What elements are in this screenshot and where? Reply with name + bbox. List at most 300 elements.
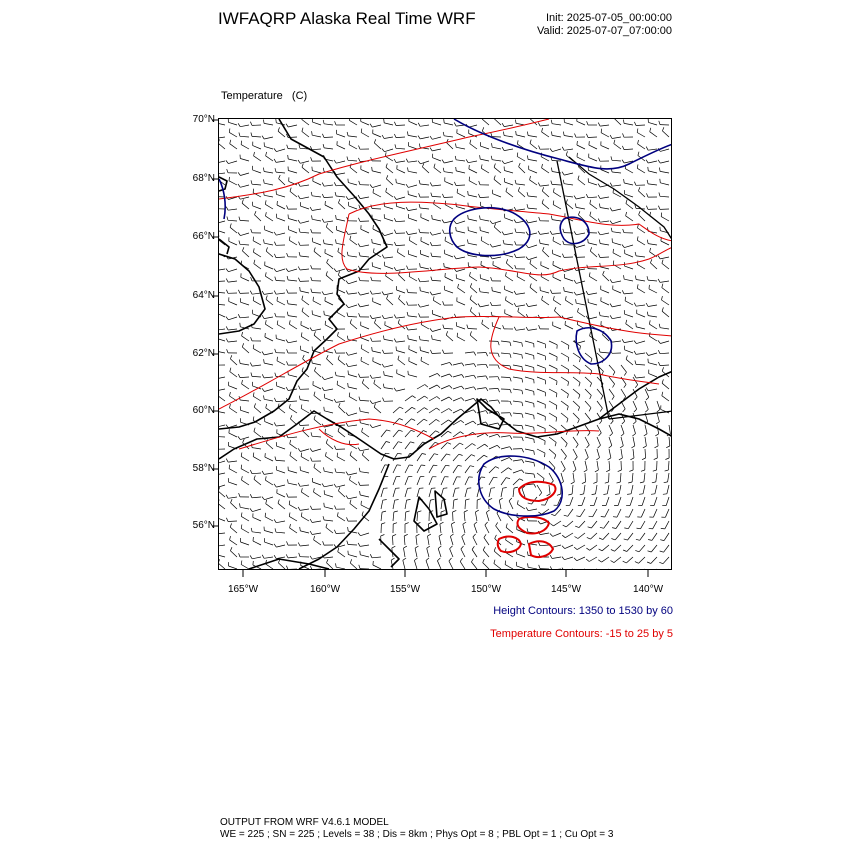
wind-barb-flag [275, 373, 276, 377]
wind-barb-staff [640, 533, 645, 540]
wind-barb-flag [254, 403, 255, 407]
wind-barb-staff [576, 245, 585, 248]
wind-barb-staff [229, 241, 237, 245]
wind-barb-flag [522, 390, 523, 394]
wind-barb-staff [657, 401, 660, 410]
wind-barb-flag [658, 350, 660, 354]
wind-barb-staff [408, 233, 417, 235]
wind-barb-flag [399, 419, 403, 421]
wind-barb-flag [348, 383, 349, 387]
wind-barb-flag [219, 139, 220, 143]
wind-barb-staff [372, 557, 381, 558]
wind-barb-flag [346, 423, 348, 427]
wind-barb-staff [408, 171, 417, 173]
wind-barb-flag [359, 205, 360, 209]
wind-barb-staff [600, 221, 609, 222]
wind-barb-flag [255, 211, 257, 215]
wind-barb-flag [446, 465, 450, 466]
wind-barb-flag [634, 409, 637, 412]
wind-barb-flag [510, 436, 512, 440]
wind-barb-flag [358, 447, 360, 450]
wind-barb-flag [479, 313, 480, 317]
wind-barb-staff [289, 516, 297, 521]
wind-barb-flag [274, 159, 276, 163]
wind-barb-staff [614, 557, 621, 563]
wind-barb-staff [432, 149, 441, 151]
wind-barb-flag [623, 561, 627, 563]
wind-barb-staff [252, 532, 261, 533]
wind-barb-staff [603, 533, 609, 540]
wind-barb-staff [276, 257, 285, 258]
wind-barb-staff [252, 557, 261, 559]
wind-barb-staff [230, 372, 237, 377]
wind-barb-staff [385, 266, 393, 269]
wind-barb-staff [661, 241, 669, 245]
wind-barb-staff [265, 230, 273, 233]
wind-barb-staff [228, 461, 237, 462]
wind-barb-staff [327, 263, 333, 269]
wind-barb-flag [648, 540, 652, 541]
wind-barb-staff [417, 396, 425, 401]
wind-barb-staff [552, 569, 561, 570]
wind-barb-flag [646, 206, 648, 210]
wind-barb-staff [324, 411, 333, 413]
wind-barb-flag [588, 527, 592, 528]
wind-barb-staff [494, 179, 501, 185]
wind-barb-staff [240, 185, 249, 187]
wind-barb-flag [241, 453, 242, 457]
wind-barb-flag [445, 237, 446, 241]
wind-barb-staff [607, 485, 609, 494]
wind-barb-staff [453, 500, 454, 509]
wind-barb-staff [636, 364, 645, 365]
wind-barb-staff [517, 157, 525, 162]
wind-barb-staff [350, 480, 358, 485]
wind-barb-staff [484, 538, 489, 545]
wind-barb-staff [648, 149, 657, 150]
wind-barb-staff [381, 465, 385, 473]
wind-barb-staff [600, 316, 609, 317]
wind-barb-staff [288, 304, 297, 305]
wind-barb-flag [664, 482, 668, 483]
wind-barb-flag [310, 506, 312, 510]
wind-barb-flag [473, 410, 476, 413]
wind-barb-flag [229, 129, 230, 133]
wind-barb-flag [527, 204, 528, 208]
wind-barb-flag [574, 547, 577, 550]
wind-barb-flag [530, 284, 531, 288]
wind-barb-flag [337, 453, 338, 457]
wind-barb-flag [359, 277, 360, 281]
wind-barb-staff [348, 365, 357, 367]
wind-barb-flag [449, 386, 452, 389]
wind-barb-staff [396, 389, 405, 391]
wind-barb-staff [386, 192, 393, 197]
wind-barb-staff [439, 536, 441, 545]
wind-barb-staff [432, 245, 441, 246]
wind-barb-flag [526, 232, 528, 235]
wind-barb-flag [443, 132, 444, 136]
wind-barb-flag [647, 193, 649, 197]
wind-barb-staff [300, 485, 309, 486]
wind-barb-staff [645, 401, 648, 409]
wind-barb-flag [370, 124, 372, 127]
wind-barb-flag [454, 499, 458, 500]
wind-barb-staff [300, 291, 309, 293]
wind-barb-flag [574, 280, 576, 283]
wind-barb-staff [584, 485, 585, 494]
wind-barb-flag [301, 405, 302, 409]
wind-barb-staff [361, 505, 369, 509]
wind-barb-staff [651, 545, 657, 552]
wind-barb-flag [430, 136, 432, 139]
wind-barb-staff [324, 293, 333, 295]
lon-label-160w: 160°W [309, 584, 341, 595]
wind-barb-staff [629, 509, 633, 517]
wind-barb-flag [314, 464, 315, 468]
wind-barb-staff [606, 497, 609, 506]
wind-barb-flag [481, 164, 482, 168]
wind-barb-staff [664, 533, 669, 541]
wind-barb-flag [387, 295, 389, 299]
wind-barb-staff [278, 563, 285, 569]
wind-barb-flag [534, 439, 535, 443]
wind-barb-flag [311, 192, 312, 196]
wind-barb-staff [312, 135, 321, 137]
wind-barb-flag [467, 239, 468, 243]
wind-barb-flag [431, 193, 432, 197]
wind-barb-staff [513, 341, 522, 343]
wind-barb-staff [408, 254, 417, 257]
wind-barb-staff [489, 488, 491, 497]
wind-barb-staff [580, 509, 585, 517]
wind-barb-staff [314, 540, 321, 545]
wind-barb-flag [505, 561, 506, 565]
wind-barb-flag [498, 365, 499, 369]
wind-barb-staff [612, 209, 621, 211]
wind-barb-staff [300, 400, 309, 401]
wind-barb-staff [254, 156, 261, 161]
wind-barb-staff [445, 181, 453, 185]
wind-barb-flag [358, 292, 360, 295]
wind-barb-flag [530, 176, 531, 180]
wind-barb-staff [552, 161, 561, 162]
wind-barb-staff [636, 327, 645, 329]
wind-barb-staff [277, 386, 285, 389]
wind-barb-flag [526, 245, 529, 248]
wind-barb-staff [405, 407, 412, 413]
wind-barb-flag [538, 231, 540, 235]
wind-barb-staff [465, 477, 469, 485]
wind-barb-flag [610, 183, 612, 187]
wind-barb-staff [290, 456, 297, 462]
wind-barb-flag [522, 414, 523, 418]
wind-barb-flag [382, 315, 384, 319]
wind-barb-flag [514, 487, 518, 488]
wind-barb-flag [485, 444, 488, 447]
wind-barb-flag [437, 373, 440, 376]
lat-label-70n: 70°N [192, 114, 215, 125]
wind-barb-staff [516, 257, 525, 258]
wind-barb-flag [425, 396, 428, 398]
wind-barb-flag [485, 522, 488, 525]
wind-barb-flag [386, 442, 390, 443]
wind-barb-staff [564, 122, 573, 125]
wind-barb-staff [219, 389, 225, 391]
wind-barb-flag [399, 430, 403, 431]
wind-barb-flag [586, 548, 589, 550]
wind-barb-staff [660, 171, 669, 173]
wind-barb-flag [360, 491, 361, 495]
wind-barb-staff [421, 241, 429, 245]
wind-barb-flag [539, 146, 541, 150]
wind-barb-flag [265, 476, 266, 480]
wind-barb-staff [288, 171, 297, 174]
wind-barb-flag [461, 546, 464, 549]
wind-barb-staff [597, 401, 602, 408]
wind-barb-staff [228, 341, 237, 342]
wind-barb-staff [252, 184, 261, 185]
wind-barb-staff [453, 465, 458, 473]
wind-barb-staff [590, 216, 597, 221]
wind-barb-staff [593, 509, 597, 517]
wind-barb-staff [464, 512, 465, 521]
wind-barb-flag [275, 277, 276, 281]
wind-barb-staff [601, 569, 609, 570]
wind-barb-staff [525, 389, 534, 391]
wind-barb-staff [300, 509, 309, 510]
wind-barb-flag [226, 339, 228, 343]
wind-barb-staff [501, 377, 510, 378]
wind-barb-staff [597, 425, 601, 433]
wind-barb-staff [241, 277, 249, 281]
wind-barb-flag [503, 325, 504, 329]
wind-barb-staff [324, 185, 333, 186]
wind-barb-flag [325, 429, 326, 433]
wind-barb-flag [494, 176, 495, 180]
wind-barb-flag [612, 528, 616, 529]
wind-barb-staff [552, 545, 561, 547]
wind-barb-flag [432, 215, 433, 219]
wind-barb-staff [589, 145, 597, 149]
wind-barb-flag [587, 121, 588, 125]
wind-barb-flag [550, 231, 552, 235]
wind-barb-staff [219, 221, 225, 223]
wind-barb-flag [563, 229, 564, 233]
wind-barb-flag [593, 482, 597, 483]
wind-barb-staff [505, 300, 513, 305]
wind-barb-flag [486, 388, 488, 391]
wind-barb-staff [504, 244, 513, 245]
wind-barb-staff [336, 219, 345, 221]
wind-barb-staff [228, 269, 237, 272]
wind-barb-flag [298, 278, 300, 282]
wind-barb-flag [658, 362, 660, 366]
wind-barb-staff [585, 425, 590, 433]
wind-barb-flag [438, 546, 441, 549]
wind-barb-flag [226, 459, 228, 463]
wind-barb-staff [313, 181, 321, 185]
wind-barb-flag [238, 184, 240, 187]
wind-barb-flag [274, 232, 276, 235]
wind-barb-staff [219, 230, 225, 233]
wind-barb-flag [510, 354, 511, 358]
wind-barb-flag [466, 499, 470, 500]
wind-barb-flag [586, 559, 589, 562]
wind-barb-flag [444, 263, 445, 267]
wind-barb-flag [634, 182, 636, 186]
wind-barb-staff [506, 192, 513, 198]
wind-barb-staff [609, 449, 611, 458]
wind-barb-staff [264, 317, 273, 319]
wind-barb-flag [298, 220, 300, 223]
wind-barb-staff [230, 527, 237, 533]
wind-barb-staff [314, 492, 322, 497]
wind-barb-staff [417, 454, 422, 462]
wind-barb-staff [312, 449, 321, 452]
wind-barb-flag [473, 421, 476, 424]
wind-barb-staff [513, 479, 520, 485]
wind-barb-flag [412, 419, 416, 421]
wind-barb-staff [653, 509, 657, 517]
wind-barb-staff [637, 314, 645, 317]
wind-barb-flag [266, 296, 267, 300]
lon-label-155w: 155°W [389, 584, 421, 595]
wind-barb-flag [550, 555, 552, 558]
wind-barb-flag [470, 295, 471, 299]
wind-barb-flag [610, 279, 612, 282]
wind-barb-staff [219, 338, 225, 341]
wind-barb-staff [662, 396, 669, 401]
wind-barb-staff [493, 194, 501, 197]
wind-barb-staff [481, 146, 490, 149]
wind-barb-staff [302, 120, 309, 126]
wind-barb-staff [373, 134, 381, 138]
wind-barb-staff [312, 314, 321, 317]
wind-barb-staff [486, 512, 489, 521]
wind-barb-flag [498, 377, 500, 381]
legend-temperature: Temperature (C) [221, 90, 308, 102]
wind-barb-staff [420, 208, 429, 209]
wind-barb-staff [649, 374, 657, 377]
wind-barb-flag [350, 451, 351, 455]
wind-barb-flag [262, 136, 264, 139]
wind-barb-staff [338, 431, 345, 437]
wind-barb-staff [614, 144, 621, 149]
wind-barb-staff [489, 477, 494, 485]
wind-barb-flag [514, 291, 516, 295]
wind-barb-staff [230, 144, 237, 149]
wind-barb-flag [498, 388, 500, 392]
wind-barb-staff [348, 497, 357, 499]
wind-barb-staff [384, 293, 393, 295]
wind-barb-staff [420, 351, 429, 354]
wind-barb-staff [252, 365, 261, 366]
wind-barb-staff [253, 241, 261, 245]
wind-barb-flag [324, 311, 325, 315]
wind-barb-staff [588, 243, 597, 245]
wind-barb-flag [636, 323, 637, 327]
wind-barb-flag [230, 355, 231, 359]
wind-barb-flag [290, 452, 291, 456]
wind-barb-staff [288, 557, 297, 558]
wind-barb-staff [408, 185, 417, 187]
wind-barb-staff [264, 172, 273, 174]
wind-barb-staff [636, 256, 645, 257]
wind-barb-staff [513, 353, 522, 355]
wind-barb-flag [580, 494, 584, 495]
wind-barb-flag [534, 484, 536, 488]
wind-barb-staff [624, 245, 633, 248]
wind-barb-flag [302, 164, 303, 168]
wind-barb-flag [562, 147, 564, 151]
wind-barb-flag [491, 156, 492, 160]
wind-barb-staff [302, 167, 309, 173]
wind-barb-flag [310, 448, 312, 451]
wind-barb-flag [250, 508, 253, 511]
wind-barb-staff [252, 376, 261, 377]
wind-barb-staff [386, 276, 393, 281]
wind-barb-flag [251, 277, 252, 281]
wind-barb-flag [455, 156, 456, 160]
wind-barb-flag [286, 268, 289, 271]
wind-barb-flag [461, 398, 464, 401]
wind-barb-staff [441, 409, 449, 414]
wind-barb-staff [460, 561, 465, 569]
wind-barb-staff [573, 461, 576, 470]
wind-barb-staff [276, 532, 285, 533]
wind-barb-flag [598, 219, 600, 223]
wind-barb-staff [429, 385, 437, 389]
wind-barb-staff [288, 316, 297, 317]
wind-barb-staff [461, 549, 465, 557]
wind-barb-staff [300, 232, 309, 233]
wind-barb-staff [429, 408, 437, 413]
wind-barb-staff [372, 125, 381, 127]
wind-barb-flag [659, 168, 660, 172]
wind-barb-staff [444, 172, 453, 173]
wind-barb-flag [335, 121, 336, 125]
wind-barb-staff [638, 228, 646, 233]
wind-barb-flag [605, 482, 609, 483]
wind-barb-flag [631, 446, 634, 448]
wind-barb-staff [300, 531, 309, 533]
wind-barb-staff [325, 205, 333, 209]
wind-barb-flag [253, 345, 254, 349]
wind-barb-staff [477, 488, 479, 497]
wind-barb-flag [568, 345, 569, 349]
wind-barb-flag [290, 524, 291, 528]
wind-barb-staff [441, 362, 450, 365]
wind-barb-staff [456, 171, 465, 173]
wind-barb-staff [265, 337, 273, 341]
wind-barb-staff [432, 256, 441, 257]
wind-barb-flag [571, 482, 575, 484]
wind-barb-flag [302, 296, 303, 300]
wind-barb-staff [573, 377, 580, 383]
wind-barb-staff [537, 401, 545, 404]
wind-barb-flag [374, 319, 376, 323]
wind-barb-staff [477, 388, 486, 389]
wind-barb-staff [619, 485, 621, 494]
wind-barb-flag [254, 152, 255, 156]
wind-barb-flag [517, 140, 518, 144]
wind-barb-flag [661, 213, 662, 217]
wind-barb-flag [496, 522, 498, 525]
wind-barb-flag [373, 189, 374, 193]
wind-barb-staff [612, 242, 621, 245]
wind-barb-flag [398, 319, 399, 323]
